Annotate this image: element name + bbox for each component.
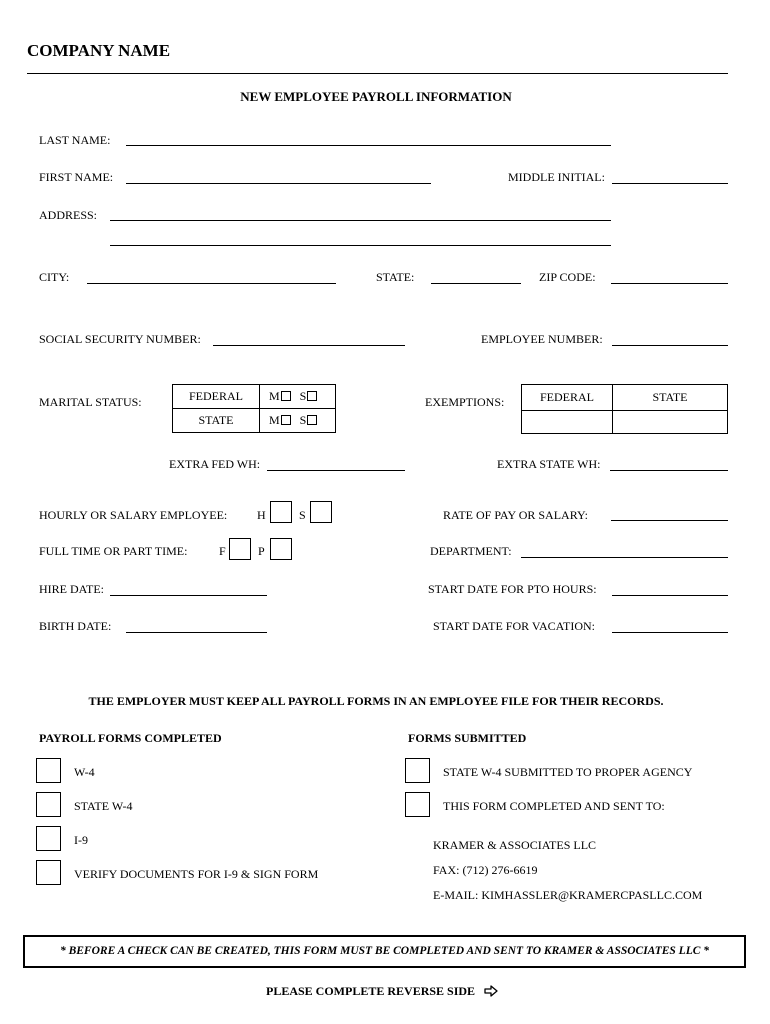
marital-state-m-checkbox[interactable] <box>281 415 291 425</box>
verify-i9-checkbox[interactable] <box>36 860 61 885</box>
marital-state-s-label: S <box>299 413 307 427</box>
hire-date-label: HIRE DATE: <box>39 582 104 596</box>
exemptions-table <box>521 384 728 434</box>
state-w4-checkbox[interactable] <box>36 792 61 817</box>
ssn-label: SOCIAL SECURITY NUMBER: <box>39 332 201 346</box>
marital-federal-s-label: S <box>299 389 307 403</box>
verify-i9-label: VERIFY DOCUMENTS FOR I-9 & SIGN FORM <box>74 867 319 881</box>
extra-fed-wh-label: EXTRA FED WH: <box>169 457 261 471</box>
full-time-letter: F <box>219 544 226 558</box>
exemptions-state-input[interactable] <box>613 411 728 434</box>
full-part-time-label: FULL TIME OR PART TIME: <box>39 544 188 558</box>
footer-notice-box <box>23 935 746 968</box>
company-name: COMPANY NAME <box>27 41 171 60</box>
middle-initial-label: MIDDLE INITIAL: <box>508 170 605 184</box>
employee-number-label: EMPLOYEE NUMBER: <box>481 332 603 346</box>
w4-label: W-4 <box>74 765 95 779</box>
footer-notice: * BEFORE A CHECK CAN BE CREATED, THIS FORM MUST BE COMPLETED AND SENT TO KRAMER & ASSOCIATES LLC * <box>59 945 710 957</box>
exemptions-state-header: STATE <box>613 385 728 411</box>
marital-state-m-label: M <box>269 413 280 427</box>
marital-state-s-checkbox[interactable] <box>307 415 317 425</box>
department-field[interactable] <box>521 557 728 558</box>
state-w4-submitted-label: STATE W-4 SUBMITTED TO PROPER AGENCY <box>443 765 693 779</box>
salary-letter: S <box>299 508 306 522</box>
rate-of-pay-field[interactable] <box>611 520 728 521</box>
department-label: DEPARTMENT: <box>430 544 512 558</box>
i9-checkbox[interactable] <box>36 826 61 851</box>
exemptions-federal-header: FEDERAL <box>522 385 613 411</box>
marital-state-label: STATE <box>173 409 260 433</box>
first-name-field[interactable] <box>126 183 431 184</box>
form-sent-label: THIS FORM COMPLETED AND SENT TO: <box>443 799 665 813</box>
form-title: NEW EMPLOYEE PAYROLL INFORMATION <box>240 89 512 104</box>
marital-state-options <box>260 409 336 433</box>
address-field-line-2[interactable] <box>110 245 611 246</box>
pto-start-label: START DATE FOR PTO HOURS: <box>428 582 597 596</box>
contact-fax: FAX: (712) 276-6619 <box>433 863 538 877</box>
hourly-letter: H <box>257 508 266 522</box>
address-field-line-1[interactable] <box>110 220 611 221</box>
reverse-side-text: PLEASE COMPLETE REVERSE SIDE <box>266 984 476 998</box>
marital-federal-options <box>260 385 336 409</box>
marital-federal-s-checkbox[interactable] <box>307 391 317 401</box>
hire-date-field[interactable] <box>110 595 267 596</box>
state-w4-submitted-checkbox[interactable] <box>405 758 430 783</box>
hourly-salary-label: HOURLY OR SALARY EMPLOYEE: <box>39 508 228 522</box>
part-time-checkbox[interactable] <box>270 538 292 560</box>
arrow-right-icon <box>484 985 498 1000</box>
marital-status-table <box>172 384 336 433</box>
marital-federal-label: FEDERAL <box>173 385 260 409</box>
birth-date-field[interactable] <box>126 632 267 633</box>
full-time-checkbox[interactable] <box>229 538 251 560</box>
exemptions-label: EXEMPTIONS: <box>425 395 505 409</box>
last-name-field[interactable] <box>126 145 611 146</box>
i9-label: I-9 <box>74 833 88 847</box>
state-label: STATE: <box>376 270 415 284</box>
form-sent-checkbox[interactable] <box>405 792 430 817</box>
ssn-field[interactable] <box>213 345 405 346</box>
exemptions-federal-input[interactable] <box>522 411 613 434</box>
city-field[interactable] <box>87 283 336 284</box>
extra-state-wh-field[interactable] <box>610 470 728 471</box>
extra-fed-wh-field[interactable] <box>267 470 405 471</box>
marital-status-label: MARITAL STATUS: <box>39 395 142 409</box>
state-w4-label: STATE W-4 <box>74 799 133 813</box>
vacation-start-label: START DATE FOR VACATION: <box>433 619 596 633</box>
salary-checkbox[interactable] <box>310 501 332 523</box>
address-label: ADDRESS: <box>39 208 98 222</box>
part-time-letter: P <box>258 544 265 558</box>
first-name-label: FIRST NAME: <box>39 170 114 184</box>
zip-code-label: ZIP CODE: <box>539 270 596 284</box>
forms-submitted-heading: FORMS SUBMITTED <box>408 731 527 745</box>
contact-email[interactable]: E-MAIL: KIMHASSLER@KRAMERCPASLLC.COM <box>433 888 703 902</box>
marital-federal-m-checkbox[interactable] <box>281 391 291 401</box>
header-divider <box>27 73 728 74</box>
state-field[interactable] <box>431 283 521 284</box>
employee-number-field[interactable] <box>612 345 728 346</box>
reverse-side-note <box>266 984 498 1000</box>
birth-date-label: BIRTH DATE: <box>39 619 112 633</box>
payroll-forms-heading: PAYROLL FORMS COMPLETED <box>39 731 222 745</box>
last-name-label: LAST NAME: <box>39 133 111 147</box>
rate-of-pay-label: RATE OF PAY OR SALARY: <box>443 508 588 522</box>
pto-start-field[interactable] <box>612 595 728 596</box>
vacation-start-field[interactable] <box>612 632 728 633</box>
contact-company: KRAMER & ASSOCIATES LLC <box>433 838 597 852</box>
extra-state-wh-label: EXTRA STATE WH: <box>497 457 601 471</box>
w4-checkbox[interactable] <box>36 758 61 783</box>
marital-federal-m-label: M <box>269 389 280 403</box>
city-label: CITY: <box>39 270 70 284</box>
employer-notice: THE EMPLOYER MUST KEEP ALL PAYROLL FORMS IN AN EMPLOYEE FILE FOR THEIR RECORDS. <box>88 694 664 708</box>
hourly-checkbox[interactable] <box>270 501 292 523</box>
zip-code-field[interactable] <box>611 283 728 284</box>
middle-initial-field[interactable] <box>612 183 728 184</box>
